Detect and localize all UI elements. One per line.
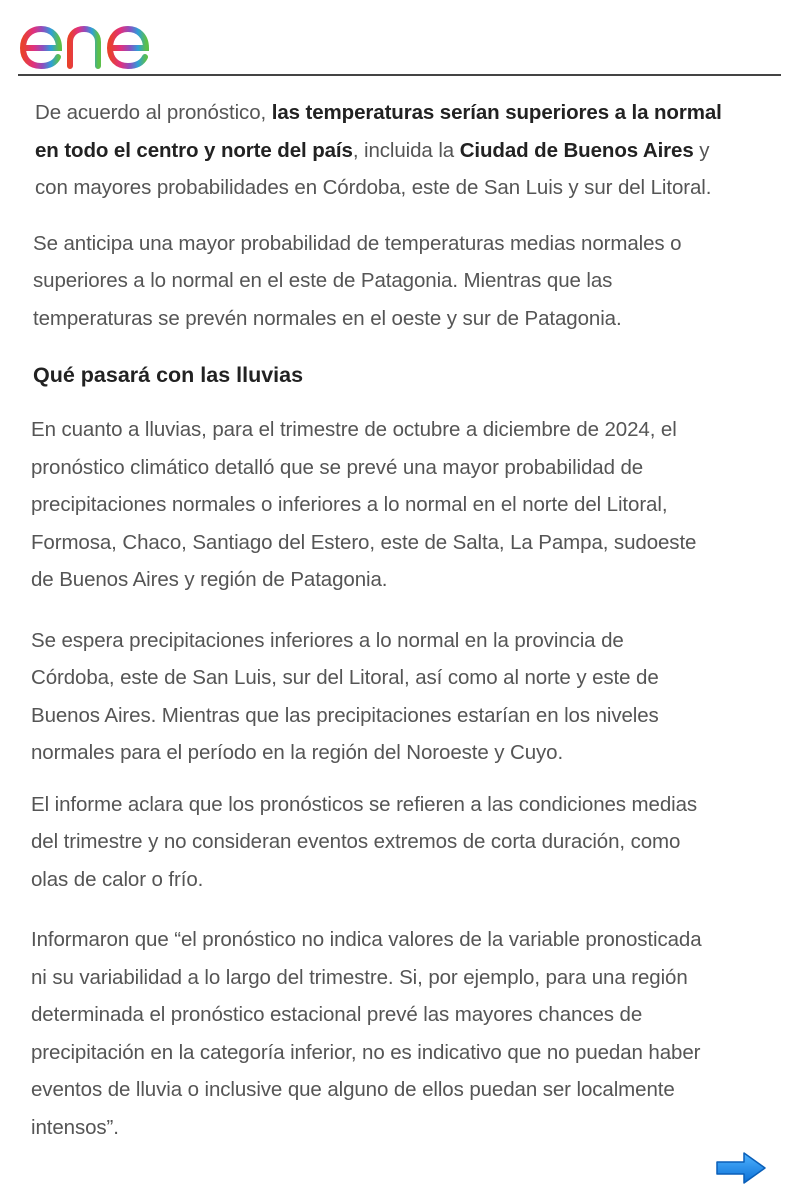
text-line: eventos de lluvia o inclusive que alguno de ellos puedan ser localmente — [31, 1078, 675, 1101]
text-line: Informaron que “el pronóstico no indica valores de la variable pronosticada — [31, 928, 702, 951]
text-line — [35, 94, 800, 132]
text-line: precipitación en la categoría inferior, no es indicativo que no puedan haber — [31, 1040, 701, 1064]
article-body — [0, 76, 800, 1146]
arrow-right-icon[interactable] — [714, 1150, 768, 1186]
text-line: determinada el pronóstico estacional prevé las mayores chances de — [31, 1003, 643, 1026]
text-line: normales para el período en la región del Noroeste y Cuyo. — [31, 741, 564, 764]
text-segment: y — [693, 138, 710, 162]
text-line: Formosa, Chaco, Santiago del Estero, este de Salta, La Pampa, sudoeste — [31, 530, 697, 554]
enel-logo[interactable] — [18, 8, 183, 70]
paragraph-temperatures-center-north — [0, 94, 800, 207]
text-line: intensos”. — [31, 1115, 119, 1139]
text-line: Córdoba, este de San Luis, sur del Litoral, así como al norte y este de — [31, 666, 659, 689]
paragraph-report-note — [0, 786, 800, 899]
bold-text: las temperaturas serían superiores a la normal — [271, 101, 722, 124]
text-line: con mayores probabilidades en Córdoba, este de San Luis y sur del Litoral. — [35, 176, 712, 199]
text-line: pronóstico climático detalló que se prevé una mayor probabilidad de — [31, 455, 644, 479]
text-segment: , incluida la — [352, 138, 460, 162]
text-line: Se espera precipitaciones inferiores a lo normal en la provincia de — [31, 628, 624, 652]
text-line: El informe aclara que los pronósticos se refieren a las condiciones medias — [31, 792, 698, 816]
text-line — [35, 132, 800, 170]
paragraph-temperatures-patagonia — [0, 225, 800, 338]
text-line: Buenos Aires. Mientras que las precipitaciones estarían en los niveles — [31, 703, 659, 727]
paragraph-forecast-quote — [0, 921, 800, 1146]
text-line: del trimestre y no consideran eventos extremos de corta duración, como — [31, 830, 681, 853]
paragraph-rain-below-normal — [0, 622, 800, 772]
text-line: ni su variabilidad a lo largo del trimestre. Si, por ejemplo, para una región — [31, 965, 688, 989]
text-line: de Buenos Aires y región de Patagonia. — [31, 568, 388, 591]
text-line: temperaturas se prevén normales en el oeste y sur de Patagonia. — [33, 306, 622, 330]
bold-text: en todo el centro y norte del país — [35, 138, 353, 162]
text-line: En cuanto a lluvias, para el trimestre de octubre a diciembre de 2024, el — [31, 418, 677, 441]
text-line: Se anticipa una mayor probabilidad de temperaturas medias normales o — [33, 231, 682, 255]
text-line: precipitaciones normales o inferiores a lo normal en el norte del Litoral, — [31, 493, 668, 516]
bold-text: Ciudad de Buenos Aires — [459, 138, 694, 162]
site-header — [18, 0, 781, 76]
paragraph-rain-forecast — [0, 411, 800, 599]
text-segment: De acuerdo al pronóstico, — [35, 101, 272, 124]
text-line: superiores a lo normal en el este de Patagonia. Mientras que las — [33, 269, 613, 292]
section-heading: Qué pasará con las lluvias — [33, 363, 304, 387]
text-line: olas de calor o frío. — [31, 867, 204, 891]
